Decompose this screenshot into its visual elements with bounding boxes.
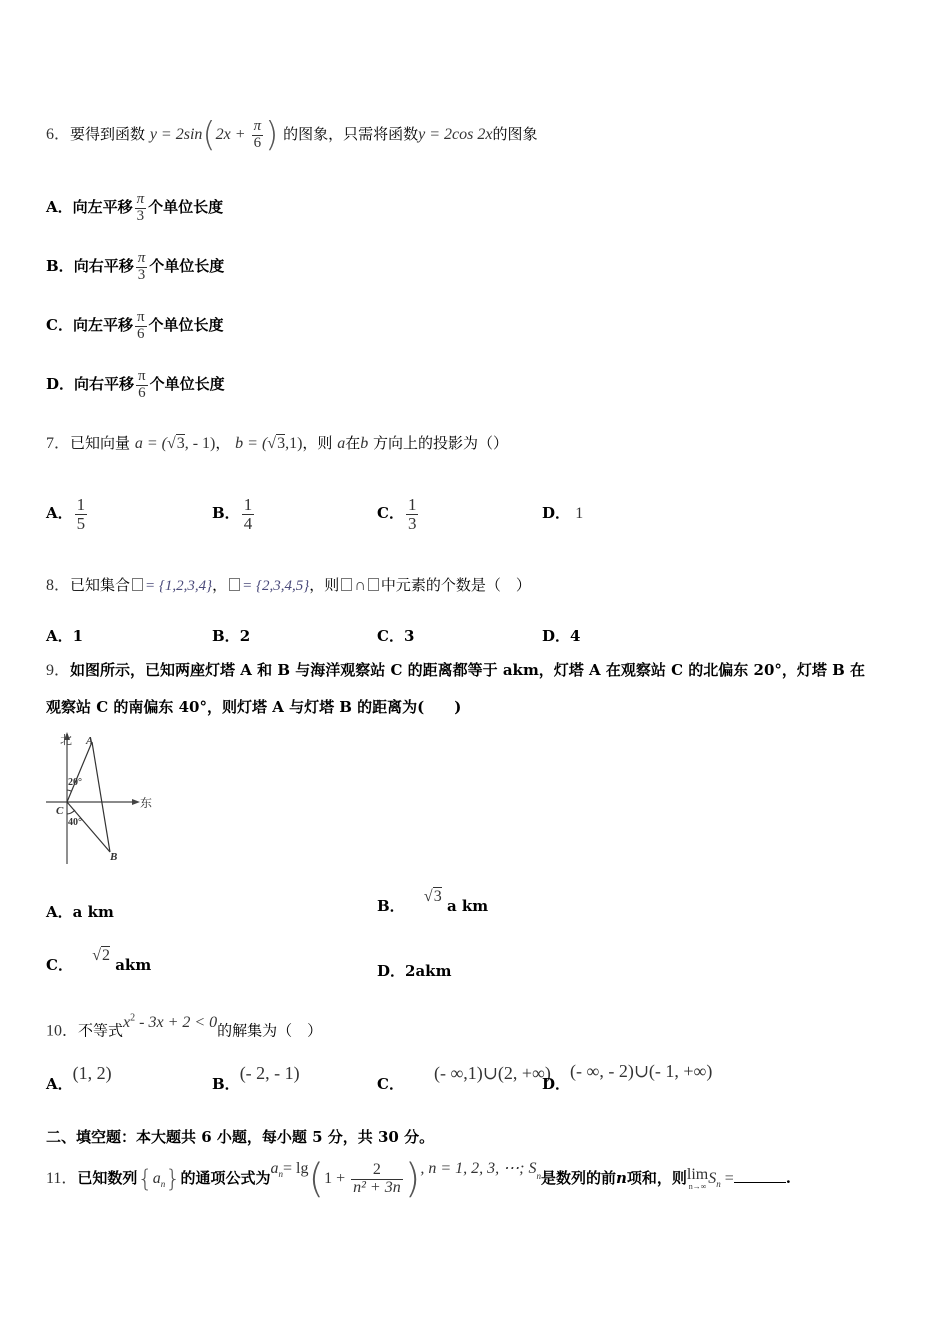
q6-formula-cos: y = 2cos 2x [418,126,493,143]
answer-blank[interactable] [734,1182,786,1183]
set-n: = {2,3,4,5} [242,578,310,594]
pi-fraction: $\frac{\pi}{3}$ [137,249,146,283]
pi-fraction: $\frac{\pi}{6}$ [136,308,145,342]
q10-stem: 10．不等式$x^2 - 3x + 2 < 0$的解集为（ ） [46,1013,323,1040]
label-north: 北 [60,733,73,747]
q11-an: $a_n$ [270,1160,284,1180]
q10-option-a: A．(1, 2) [46,1063,112,1093]
q10-number: 10． [46,1022,79,1040]
fraction: $\frac{1}{5}$ [76,494,86,533]
q6-option-b: B．向右平移 $\frac{\pi}{3}$ 个单位长度 [46,249,225,283]
label-a: A [86,735,94,747]
q7-option-a: A． $\frac{1}{5}$ [46,494,86,533]
q11-stem: 11．已知数列$\{a_n\}$的通项公式为$a_n= \lg(1$ + $\frac{2}{\text{n² + 3n}}$ ), n = 1, 2, 3, ⋯; $S_n$是数列的前n项和，则 lim n→∞ $S_n$ = . [46,1156,791,1202]
set-placeholder-icon [229,578,240,591]
vector-a-def: a = (√3, - 1) [134,435,216,452]
q6-number: 6． [46,126,71,143]
sqrt-3: √3 [423,888,442,905]
label-c: C [56,805,64,817]
label-angle-20: 20° [68,777,82,788]
q9-figure [40,730,160,870]
fraction: $\frac{1}{4}$ [243,494,253,533]
label-angle-40: 40° [68,817,82,828]
east-arrow-icon [132,799,140,805]
q9-stem-line2: 观察站 C 的南偏东 40°，则灯塔 A 与灯塔 B 的距离为( ) [46,698,462,716]
q7-option-d: D． 1 [542,504,584,522]
pi-fraction: $\frac{\pi}{6}$ [138,367,146,401]
q10-option-c: C．(- ∞,1)∪(2, +∞) [377,1063,551,1093]
q10-option-d: D．(- ∞, - 2)∪(- 1, +∞) [542,1061,713,1093]
q6-option-a: A．向左平移 $\frac{\pi}{3}$ 个单位长度 [46,190,224,224]
fraction: $\frac{1}{3}$ [407,494,417,533]
q7-stem: 7．已知向量 a = (√3, - 1)， b = (√3,1)，则 a在b 方向上的投影为（） [46,434,508,452]
q6-formula-func: y = 2sin [149,126,203,143]
q8-option-a: A．1 [46,627,84,645]
q9-option-a: A．a km [46,903,114,921]
set-m: = {1,2,3,4} [145,578,213,594]
q10-option-b: B．(- 2, - 1) [212,1063,300,1093]
q9-option-c: C． √2 akm [46,947,152,974]
section-2-heading: 二、填空题：本大题共 6 小题，每小题 5 分，共 30 分。 [46,1128,435,1146]
q8-option-b: B．2 [212,627,251,645]
label-east: 东 [140,796,153,810]
q11-number: 11． [46,1170,78,1187]
limit-operator: lim n→∞ [686,1166,709,1191]
label-b: B [110,851,118,863]
sqrt-2: √2 [92,947,110,964]
q6-text3: 的图象 [492,125,538,143]
q9-stem-line1: 9．如图所示，已知两座灯塔 A 和 B 与海洋观察站 C 的距离都等于 akm，灯塔 A 在观察站 C 的北偏东 20°，灯塔 B 在 [46,661,865,679]
q8-option-c: C．3 [377,627,415,645]
q9-option-b: B． √3 a km [377,888,489,915]
q9-option-d: D．2akm [377,962,452,980]
segment-ab [92,742,110,852]
angle-arc-40 [67,810,75,814]
q6-formula-inner: 2x + [215,126,250,143]
q9-number: 9． [46,662,71,679]
q11-fraction: $\frac{2}{\text{n² + 3n}}$ [353,1160,401,1196]
q6-option-c: C．向左平移 $\frac{\pi}{6}$ 个单位长度 [46,308,224,342]
q10-inequality: $x^2 - 3x + 2 < 0$ [123,1013,218,1032]
q6-option-d: D．向右平移 $\frac{\pi}{6}$ 个单位长度 [46,367,225,401]
pi-fraction: $\frac{\pi}{3}$ [136,190,145,224]
q8-option-d: D．4 [542,627,581,645]
q8-number: 8． [46,577,71,594]
set-placeholder-icon [132,578,143,591]
q6-text2: 的图象，只需将函数 [283,125,419,143]
q7-option-b: B． $\frac{1}{4}$ [212,494,253,533]
q6-pi-over-6: $\frac{\pi}{6}$ [253,117,262,151]
q8-stem: 8．已知集合 = {1,2,3,4}， = {2,3,4,5}，则 ∩ 中元素的个数是（ ） [46,576,531,594]
q6-stem: 6．要得到函数 y = 2sin(2x + $\frac{\pi}{6}$ ) 的图象，只需将函数y = 2cos 2x的图象 [46,115,538,155]
set-placeholder-icon [368,578,379,591]
q7-option-c: C． $\frac{1}{3}$ [377,494,417,533]
vector-b-def: b = (√3,1) [235,435,303,452]
segment-ca [67,742,92,802]
q7-number: 7． [46,435,71,452]
set-placeholder-icon [341,578,352,591]
q6-text1: 要得到函数 [70,125,146,143]
